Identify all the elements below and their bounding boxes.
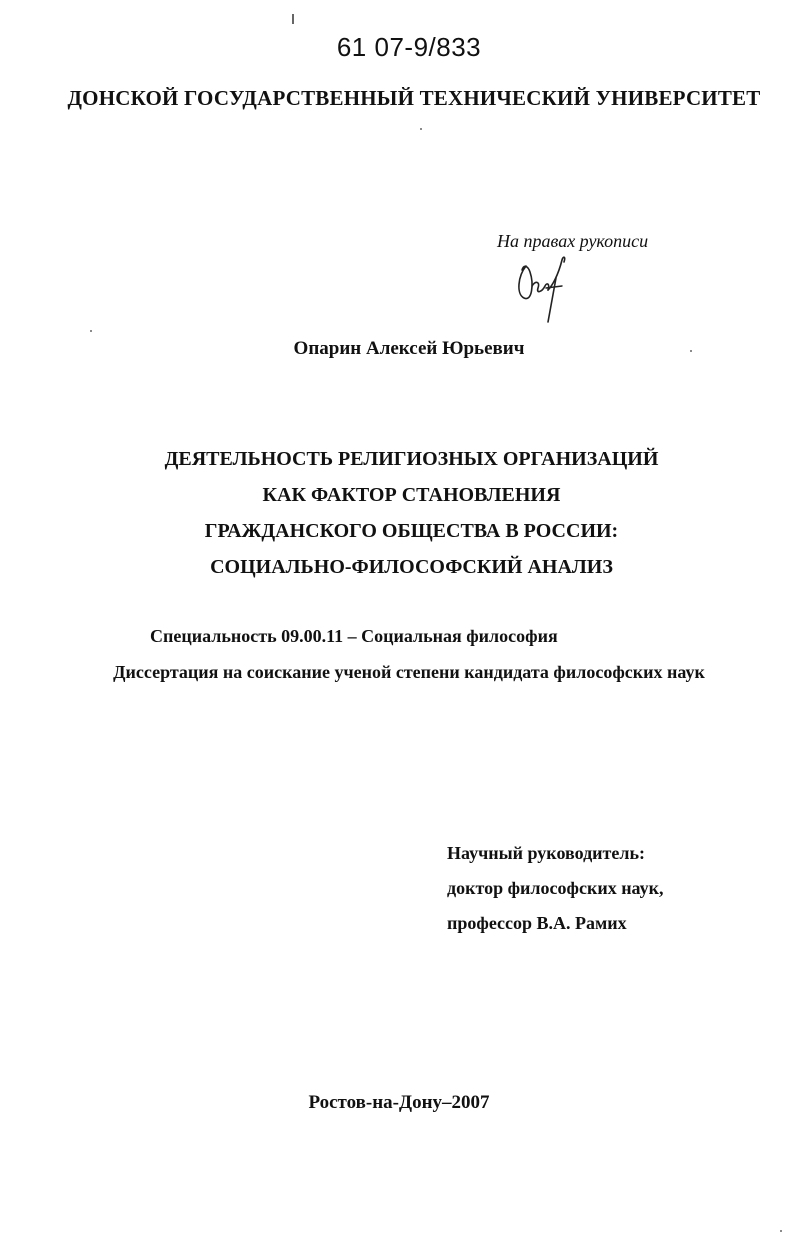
handwritten-signature xyxy=(512,246,572,326)
scan-speck xyxy=(780,1230,782,1232)
author-name: Опарин Алексей Юрьевич xyxy=(293,338,525,359)
university-name: ДОНСКОЙ ГОСУДАРСТВЕННЫЙ ТЕХНИЧЕСКИЙ УНИВЕРСИТЕТ xyxy=(67,86,761,110)
scan-speck xyxy=(420,128,422,130)
title-line: ДЕЯТЕЛЬНОСТЬ РЕЛИГИОЗНЫХ ОРГАНИЗАЦИЙ xyxy=(164,448,659,470)
dissertation-degree-line: Диссертация на соискание ученой степени кандидата философских наук xyxy=(113,662,705,682)
title-line: ГРАЖДАНСКОГО ОБЩЕСТВА В РОССИИ: xyxy=(204,520,619,542)
scientific-supervisor xyxy=(447,841,664,946)
title-line: СОЦИАЛЬНО-ФИЛОСОФСКИЙ АНАЛИЗ xyxy=(210,556,613,578)
scan-speck xyxy=(292,14,294,24)
archive-code: 61 07-9/833 xyxy=(336,32,482,62)
dissertation-title xyxy=(0,441,798,585)
supervisor-name: профессор В.А. Рамих xyxy=(447,913,627,933)
specialty-line: Специальность 09.00.11 – Социальная философия xyxy=(150,626,558,646)
manuscript-note: На правах рукописи xyxy=(497,231,649,251)
supervisor-heading: Научный руководитель: xyxy=(447,843,645,863)
city-year: Ростов-на-Дону–2007 xyxy=(308,1092,490,1113)
scan-speck xyxy=(90,330,92,332)
title-line: КАК ФАКТОР СТАНОВЛЕНИЯ xyxy=(262,484,561,506)
supervisor-degree: доктор философских наук, xyxy=(447,878,664,898)
